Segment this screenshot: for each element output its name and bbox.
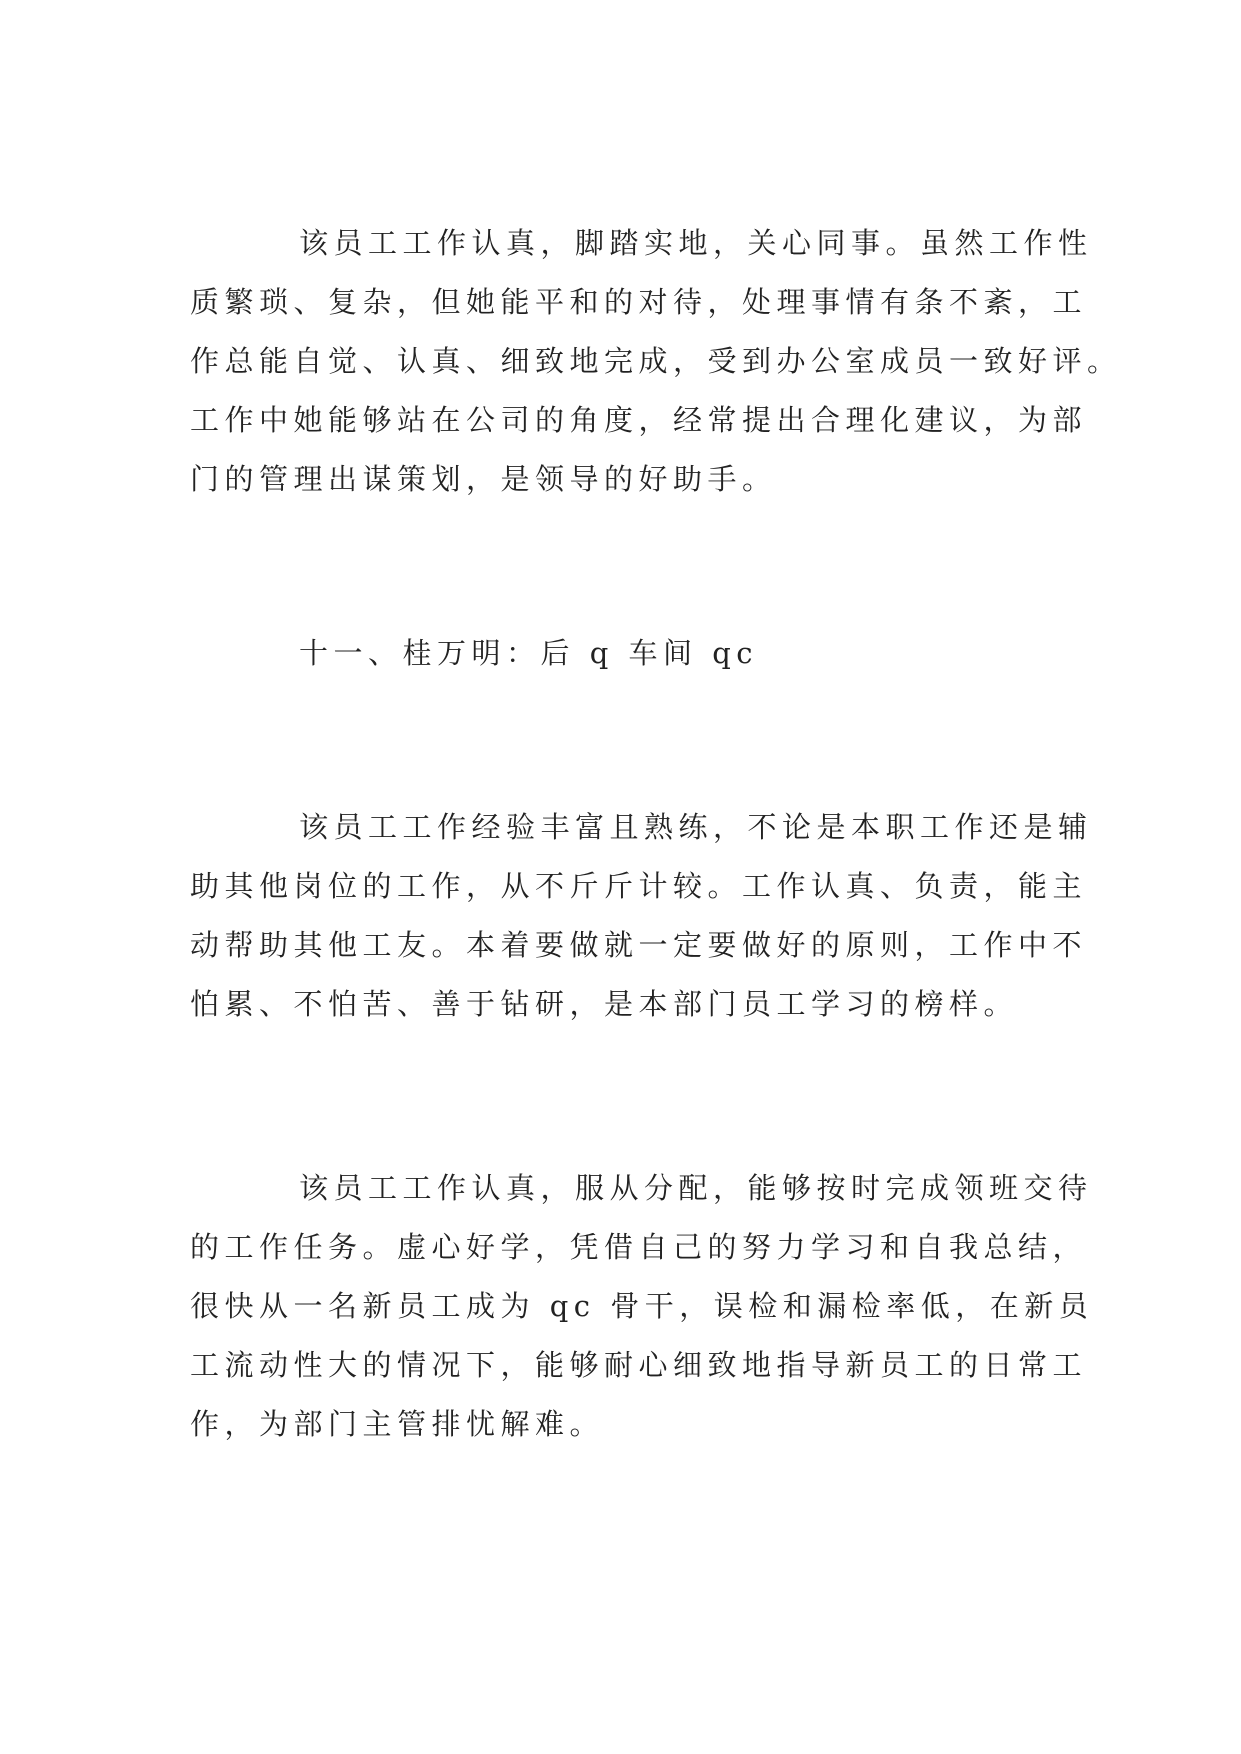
text-line: 作，为部门主管排忧解难。 [190, 1407, 605, 1441]
paragraph-1 [190, 214, 1122, 509]
text-line: 门的管理出谋策划，是领导的好助手。 [190, 462, 777, 496]
text-line: 该员工工作经验丰富且熟练，不论是本职工作还是辅 [299, 810, 1093, 844]
text-line: 工流动性大的情况下，能够耐心细致地指导新员工的日常工 [190, 1348, 1088, 1382]
text-line: 助其他岗位的工作，从不斤斤计较。工作认真、负责，能主 [190, 869, 1088, 903]
paragraph-2 [190, 798, 1093, 1034]
text-line: 该员工工作认真，服从分配，能够按时完成领班交待 [299, 1171, 1093, 1205]
paragraph-3 [190, 1159, 1094, 1454]
text-line: 工作中她能够站在公司的角度，经常提出合理化建议，为部 [190, 403, 1088, 437]
section-heading [190, 624, 1050, 683]
text-line: 动帮助其他工友。本着要做就一定要做好的原则，工作中不 [190, 928, 1088, 962]
text-line: 的工作任务。虚心好学，凭借自己的努力学习和自我总结， [190, 1230, 1088, 1264]
text-line: 作总能自觉、认真、细致地完成，受到办公室成员一致好评。 [190, 344, 1122, 378]
text-line: 质繁琐、复杂，但她能平和的对待，处理事情有条不紊，工 [190, 285, 1088, 319]
text-line: 怕累、不怕苦、善于钻研，是本部门员工学习的榜样。 [190, 987, 1019, 1021]
text-line: 该员工工作认真，脚踏实地，关心同事。虽然工作性 [299, 226, 1093, 260]
text-line: 很快从一名新员工成为 qc 骨干，误检和漏检率低，在新员 [190, 1289, 1094, 1323]
heading-line: 十一、桂万明：后 q 车间 qc [299, 636, 759, 670]
